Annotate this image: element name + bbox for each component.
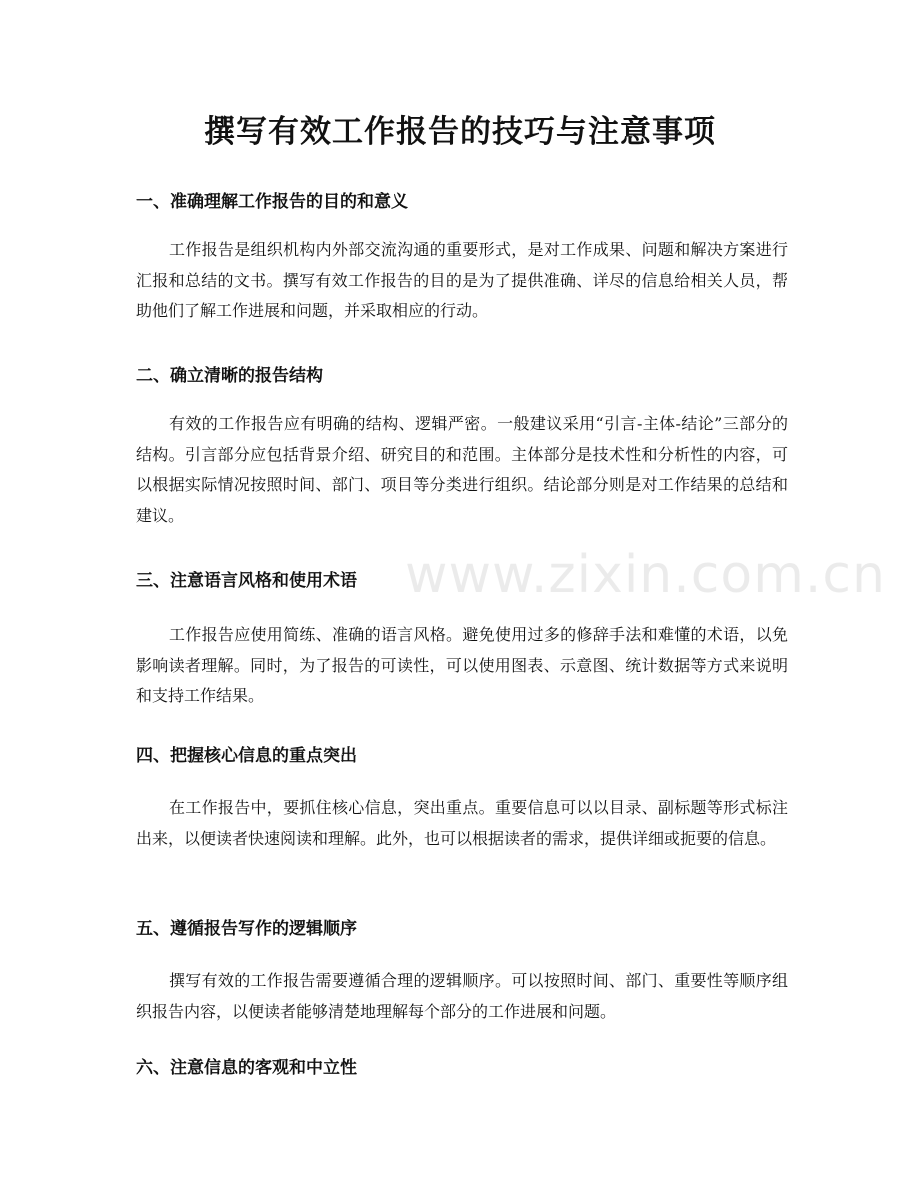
section-heading-4: 四、把握核心信息的重点突出	[136, 746, 357, 766]
section-body-4: 在工作报告中，要抓住核心信息，突出重点。重要信息可以以目录、副标题等形式标注出来，以便读者快速阅读和理解。此外，也可以根据读者的需求，提供详细或扼要的信息。	[136, 798, 788, 848]
section-heading-5: 五、遵循报告写作的逻辑顺序	[136, 919, 357, 939]
section-body-2: 有效的工作报告应有明确的结构、逻辑严密。一般建议采用“引言-主体-结论”三部分的结构。引言部分应包括背景介绍、研究目的和范围。主体部分是技术性和分析性的内容，可以根据实际情况按照时间、部门、项目等分类进行组织。结论部分则是对工作结果的总结和建议。	[136, 414, 788, 525]
section-body-1: 工作报告是组织机构内外部交流沟通的重要形式，是对工作成果、问题和解决方案进行汇报和总结的文书。撰写有效工作报告的目的是为了提供准确、详尽的信息给相关人员，帮助他们了解工作进展和问题，并采取相应的行动。	[136, 240, 788, 320]
section-heading-2: 二、确立清晰的报告结构	[136, 366, 323, 386]
section-heading-3: 三、注意语言风格和使用术语	[136, 571, 357, 591]
section-body-5: 撰写有效的工作报告需要遵循合理的逻辑顺序。可以按照时间、部门、重要性等顺序组织报告内容，以便读者能够清楚地理解每个部分的工作进展和问题。	[136, 971, 788, 1021]
section-heading-6: 六、注意信息的客观和中立性	[136, 1058, 357, 1078]
section-heading-1: 一、准确理解工作报告的目的和意义	[136, 192, 408, 212]
document-title: 撰写有效工作报告的技巧与注意事项	[204, 114, 716, 150]
section-body-3: 工作报告应使用简练、准确的语言风格。避免使用过多的修辞手法和难懂的术语，以免影响读者理解。同时，为了报告的可读性，可以使用图表、示意图、统计数据等方式来说明和支持工作结果。	[136, 625, 788, 705]
watermark-text: www.zixin.com.cn	[405, 545, 886, 605]
